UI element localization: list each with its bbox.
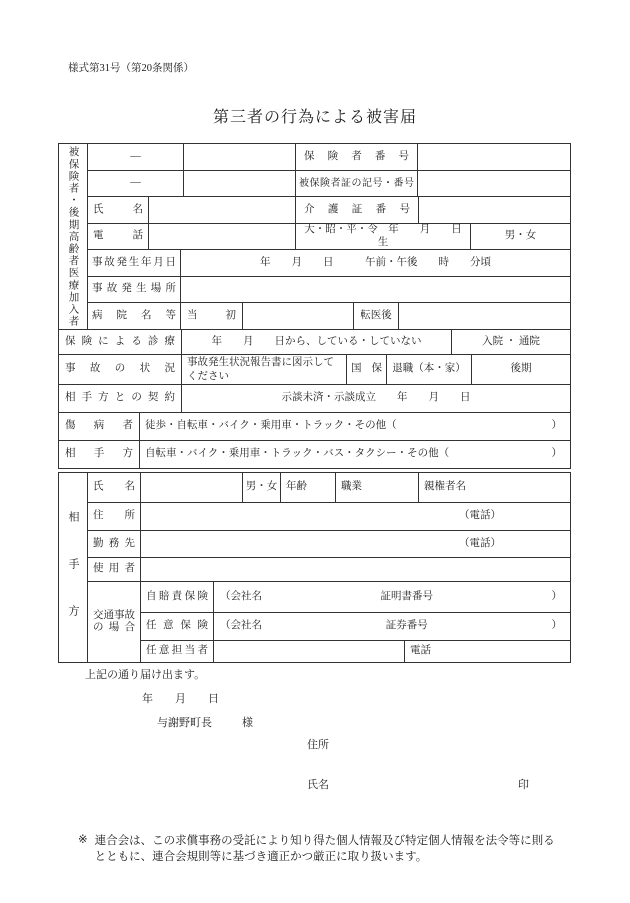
- care-cert-blank-cell: [418, 197, 570, 223]
- hospital-after-label: 転医後: [360, 309, 392, 321]
- op-sex-cell: [242, 473, 280, 502]
- op-guardian-label: 親権者名: [424, 481, 466, 493]
- op-workplace-value-cell: [140, 531, 570, 557]
- other-party-table: [58, 472, 571, 663]
- other-party-row: [59, 440, 570, 468]
- phone-label-cell: [88, 224, 148, 249]
- op-address-phone-label: （電話）: [459, 510, 501, 522]
- closing-paren: ）: [551, 420, 562, 432]
- op-sex-label: 男・女: [245, 481, 278, 493]
- insurance-treatment-value: 年 月 日から、している・していない: [211, 335, 422, 347]
- other-party-value: 自転車・バイク・乗用車・トラック・バス・タクシー・その他（: [145, 448, 450, 460]
- victim-label: 傷病者: [65, 420, 133, 432]
- other-party-value-cell: [139, 441, 570, 468]
- note-mark: ※: [78, 834, 88, 846]
- op-employer-row: [88, 557, 570, 581]
- op-policy-no-label: 証券番号: [385, 620, 428, 632]
- op-name-blank-cell: [140, 473, 242, 502]
- op-name-label: 氏名: [93, 481, 135, 493]
- op-jibaiseki-label: 自賠責保険: [146, 590, 208, 602]
- sex-label: 男・女: [504, 230, 537, 242]
- insurer-number-digit-boxes: [417, 144, 570, 170]
- seal-label: 印: [518, 779, 529, 791]
- contract-label-cell: [59, 385, 181, 412]
- symbol-dash-cell: [88, 144, 183, 170]
- closing-paren: ）: [551, 448, 562, 460]
- accident-date-label-cell: [88, 250, 180, 276]
- op-traffic-group: [88, 581, 570, 662]
- signer-name-label: 氏名: [307, 779, 329, 791]
- insurer-number-label: 保険者番号: [304, 150, 409, 162]
- sex-cell: [470, 224, 570, 249]
- op-workplace-phone-label: （電話）: [459, 537, 501, 549]
- hospitalization-label: 入院 ・ 通院: [482, 335, 540, 347]
- op-traffic-label-cell: [88, 582, 140, 662]
- victim-value-cell: [139, 413, 570, 440]
- hospital-label: 病院名等: [92, 309, 176, 321]
- signer-address-label: 住所: [307, 739, 329, 751]
- accident-place-row: [88, 276, 570, 302]
- op-traffic-label: 交通事故の場合: [93, 609, 135, 633]
- insurance-treatment-value-cell: [181, 330, 451, 354]
- name-row: [88, 196, 570, 223]
- care-cert-label: 介護証番号: [304, 203, 410, 215]
- closing-paren: ）: [551, 590, 562, 602]
- op-address-value-cell: [140, 503, 570, 530]
- hospital-after-cell: [353, 303, 398, 329]
- phone-row: [88, 223, 570, 249]
- note-line2: とともに、連合会規則等に基づき適正かつ厳正に取り扱います。: [94, 851, 428, 863]
- hospital-after-blank-cell: [398, 303, 570, 329]
- insurer-number-row: [88, 144, 570, 170]
- op-nini-tantosha-label: 任意担当者: [146, 645, 208, 657]
- insured-vertical-label: 被保険者・後期高齢者医療加入者: [67, 145, 79, 328]
- kouki-label: 後期: [510, 363, 532, 375]
- insurance-treatment-label-cell: [59, 330, 181, 354]
- op-workplace-label-cell: [88, 531, 140, 557]
- op-guardian-cell: [418, 473, 570, 502]
- accident-place-label-cell: [88, 277, 180, 302]
- symbol-dash-cell: [88, 171, 183, 196]
- hospitalization-cell: [451, 330, 570, 354]
- kouki-cell: [471, 355, 570, 384]
- other-party-label-cell: [59, 441, 139, 468]
- declaration-text: 上記の通り届け出ます。: [85, 669, 206, 681]
- accident-date-label: 事故発生年月日: [92, 256, 176, 268]
- op-address-row: [88, 502, 570, 530]
- insured-vertical-label-col: [59, 144, 88, 329]
- op-nini-hoken-value-cell: [213, 613, 570, 640]
- dash-mark: ―: [130, 150, 141, 162]
- op-job-cell: [335, 473, 418, 502]
- hospital-first-label: 当初: [187, 309, 236, 321]
- card-symbol-label-cell: [295, 171, 417, 196]
- accident-date-value-cell: [180, 250, 570, 276]
- situation-note-cell: [181, 355, 346, 384]
- op-phone-cell: [404, 641, 570, 662]
- op-employer-blank-cell: [140, 558, 570, 581]
- accident-date-value: 年 月 日 午前・午後 時 分頃: [260, 256, 491, 268]
- op-jibaiseki-label-cell: [141, 582, 213, 612]
- phone-label: 電話: [93, 230, 143, 242]
- op-nini-tantosha-blank-cell: [213, 641, 404, 662]
- situation-note: 事故発生状況報告書に図示してください: [187, 357, 334, 382]
- op-jibaiseki-row: [141, 582, 570, 612]
- op-employer-label-cell: [88, 558, 140, 581]
- name-label-cell: [88, 197, 148, 223]
- accident-situation-row: [59, 354, 570, 384]
- taishoku-label: 退職（本・家）: [392, 363, 466, 375]
- accident-place-blank-cell: [180, 277, 570, 302]
- op-nini-tantosha-label-cell: [141, 641, 213, 662]
- accident-place-label: 事故発生場所: [92, 283, 176, 295]
- name-label: 氏名: [93, 203, 143, 215]
- kokuho-cell: [346, 355, 386, 384]
- card-symbol-row: [88, 170, 570, 196]
- situation-label: 事故の状況: [65, 363, 175, 375]
- op-nini-tantosha-row: [141, 640, 570, 662]
- op-name-label-cell: [88, 473, 140, 502]
- birth-date-label: 大・昭・平・令 年 月 日生: [304, 224, 462, 248]
- signature-date-line: 年 月 日: [142, 693, 219, 705]
- op-nini-hoken-label-cell: [141, 613, 213, 640]
- addressee-line: [157, 714, 253, 730]
- other-party-vertical-label-col: [59, 473, 88, 662]
- victim-label-cell: [59, 413, 139, 440]
- card-symbol-label: 被保険者証の記号・番号: [299, 177, 414, 189]
- op-address-label: 住所: [93, 510, 135, 522]
- victim-value: 徒歩・自転車・バイク・乗用車・トラック・その他（: [145, 420, 397, 432]
- op-phone-label: 電話: [410, 645, 431, 657]
- op-jibaiseki-value-cell: [213, 582, 570, 612]
- op-job-label: 職業: [341, 481, 362, 493]
- accident-date-row: [88, 249, 570, 276]
- dash-mark: ―: [130, 177, 141, 189]
- privacy-note: [78, 832, 555, 864]
- note-text: [95, 832, 555, 864]
- name-blank-cell: [148, 197, 295, 223]
- op-age-label: 年齢: [286, 481, 307, 493]
- victim-row: [59, 412, 570, 440]
- other-party-vertical-label: 相手方: [67, 511, 79, 652]
- symbol-digit-boxes: [183, 144, 295, 170]
- op-age-cell: [280, 473, 335, 502]
- hospital-first-cell: [180, 303, 242, 329]
- op-nini-hoken-row: [141, 612, 570, 640]
- insured-person-table: [58, 143, 571, 469]
- addressee-name: 与謝野町長: [157, 717, 212, 729]
- op-company-paren: （会社名: [220, 620, 262, 632]
- contract-row: [59, 384, 570, 412]
- hospital-row: [88, 302, 570, 329]
- op-name-row: [88, 473, 570, 502]
- hospital-first-blank-cell: [242, 303, 353, 329]
- closing-paren: ）: [551, 620, 562, 632]
- form-number: 様式第31号（第20条関係）: [68, 63, 194, 74]
- other-party-label: 相手方: [65, 448, 133, 460]
- symbol-digit-boxes: [183, 171, 295, 196]
- op-employer-label: 使用者: [93, 563, 135, 575]
- addressee-honorific: 様: [242, 717, 253, 729]
- care-cert-label-cell: [295, 197, 418, 223]
- op-workplace-label: 勤務先: [93, 537, 135, 549]
- op-nini-hoken-label: 任意保険: [146, 620, 208, 632]
- insured-section: [59, 144, 570, 329]
- insurance-treatment-label: 保険による診療: [65, 335, 175, 347]
- phone-blank-cell: [148, 224, 295, 249]
- op-address-label-cell: [88, 503, 140, 530]
- note-line1: 連合会は、この求償事務の受託により知り得た個人情報及び特定個人情報を法令等に則る: [94, 835, 555, 847]
- contract-value: 示談未済・示談成立 年 月 日: [281, 392, 471, 404]
- situation-label-cell: [59, 355, 181, 384]
- op-workplace-row: [88, 530, 570, 557]
- insurer-number-label-cell: [295, 144, 417, 170]
- card-symbol-blank-cell: [417, 171, 570, 196]
- birth-date-cell: [295, 224, 470, 249]
- taishoku-cell: [386, 355, 471, 384]
- page-title: 第三者の行為による被害届: [212, 109, 417, 126]
- contract-value-cell: [181, 385, 570, 412]
- op-company-paren: （会社名: [220, 590, 262, 602]
- hospital-label-cell: [88, 303, 180, 329]
- op-cert-no-label: 証明書番号: [380, 590, 433, 602]
- kokuho-label: 国保: [351, 363, 382, 375]
- contract-label: 相手方との契約: [65, 392, 175, 404]
- insurance-treatment-row: [59, 329, 570, 354]
